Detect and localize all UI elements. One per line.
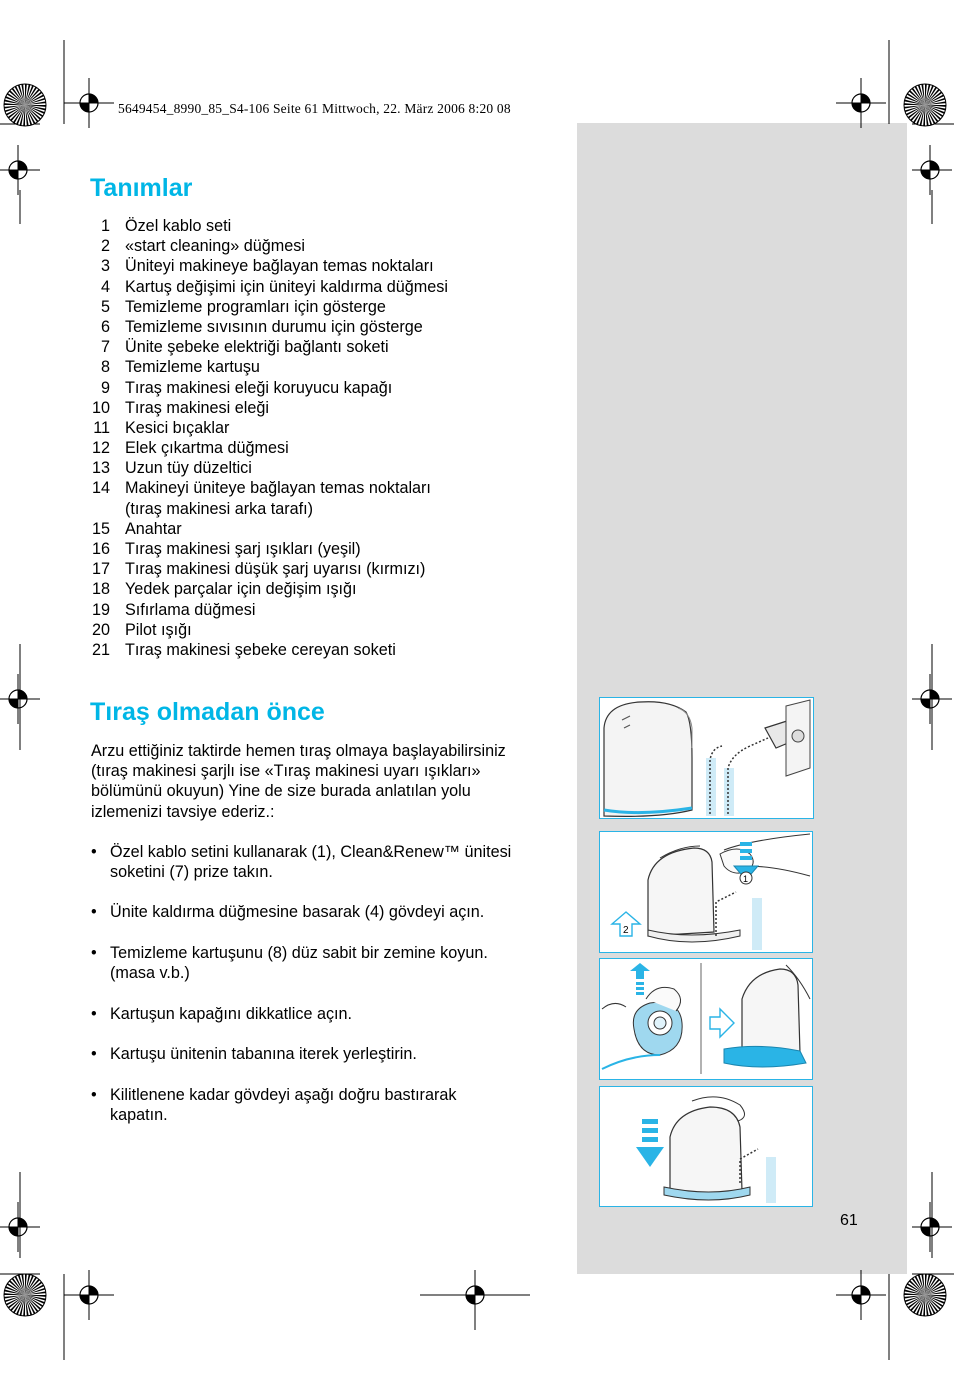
bullet-point: • — [91, 903, 97, 921]
definition-number: 5 — [100, 297, 110, 316]
definition-text: Üniteyi makineye bağlayan temas noktaları — [125, 257, 434, 276]
definition-number: 12 — [91, 439, 110, 458]
definition-number: 17 — [91, 560, 110, 579]
definition-text: Pilot ışığı — [125, 620, 192, 639]
definition-text: «start cleaning» düğmesi — [125, 237, 305, 256]
instruction-line: Kartuşun kapağını dikkatlice açın. — [110, 1005, 353, 1023]
definition-text: Makineyi üniteye bağlayan temas noktaları — [125, 479, 431, 498]
bullet-point: • — [91, 1045, 97, 1063]
definition-text: Temizleme sıvısının durumu için gösterge — [125, 317, 423, 336]
intro-line: (tıraş makinesi şarjlı ise «Tıraş makinesi uyarı ışıkları» — [91, 762, 481, 781]
instruction-line: Kartuşu ünitenin tabanına iterek yerleştirin. — [110, 1045, 417, 1063]
definition-number: 16 — [91, 540, 110, 558]
bullet-point: • — [91, 1005, 97, 1023]
definition-text: Uzun tüy düzeltici — [125, 459, 252, 478]
definition-number: 19 — [91, 600, 110, 619]
section-title-before-shaving: Tıraş olmadan önce — [90, 698, 325, 726]
definition-number: 7 — [100, 338, 110, 357]
definition-text: Elek çıkartma düğmesi — [125, 439, 289, 458]
figure-label-2: 2 — [623, 925, 629, 936]
instruction-line: soketini (7) prize takın. — [110, 863, 273, 882]
definition-text: Tıraş makinesi eleği koruyucu kapağı — [125, 378, 393, 397]
definition-text: Yedek parçalar için değişim ışığı — [125, 580, 357, 599]
definition-number: 10 — [91, 398, 110, 417]
definition-number: 1 — [100, 217, 110, 235]
intro-line: bölümünü okuyun) Yine de size burada anlatılan yolu — [91, 782, 471, 801]
instruction-line: Ünite kaldırma düğmesine basarak (4) gövdeyi açın. — [110, 903, 485, 921]
instruction-line: Özel kablo setini kullanarak (1), Clean&Renew™ ünitesi — [110, 843, 512, 861]
starburst-mark-bottom-left — [2, 1272, 48, 1318]
definition-text: Anahtar — [125, 519, 182, 538]
definition-text: Sıfırlama düğmesi — [125, 600, 256, 619]
definition-number: 2 — [100, 237, 110, 256]
instruction-line: kapatın. — [110, 1106, 168, 1125]
definition-number: 20 — [91, 620, 110, 639]
definition-number: 21 — [91, 640, 110, 659]
definition-number: 4 — [100, 277, 110, 296]
definition-number: 13 — [91, 459, 110, 478]
definition-text: Temizleme kartuşu — [125, 358, 260, 377]
bullet-point: • — [91, 1086, 97, 1104]
figure-label-1: 1 — [743, 874, 749, 884]
definition-text: Tıraş makinesi eleği — [125, 398, 269, 417]
definition-text: Kesici bıçaklar — [125, 418, 230, 437]
intro-line: Arzu ettiğiniz taktirde hemen tıraş olmaya başlayabilirsiniz — [91, 742, 506, 760]
definition-text: Kartuş değişimi için üniteyi kaldırma düğmesi — [125, 277, 448, 296]
intro-line: izlemenizi tavsiye ederiz.: — [91, 802, 275, 821]
definition-text: Tıraş makinesi şebeke cereyan soketi — [125, 640, 396, 659]
definition-text: Ünite şebeke elektriği bağlantı soketi — [125, 338, 389, 357]
instruction-line: (masa v.b.) — [110, 964, 190, 983]
definition-number: 11 — [93, 418, 110, 437]
bullet-point: • — [91, 843, 97, 861]
definition-number: 15 — [91, 519, 110, 538]
definition-text: Tıraş makinesi şarj ışıkları (yeşil) — [125, 540, 361, 558]
definition-number: 14 — [91, 479, 110, 498]
definition-number: 8 — [100, 358, 110, 377]
bullet-point: • — [91, 944, 97, 962]
instruction-line: Kilitlenene kadar gövdeyi aşağı doğru bastırarak — [110, 1086, 457, 1104]
starburst-mark-top-right — [902, 82, 948, 128]
definition-number: 3 — [100, 257, 110, 276]
page-number: 61 — [840, 1212, 858, 1229]
definition-number: 6 — [100, 317, 110, 336]
print-header: 5649454_8990_85_S4-106 Seite 61 Mittwoch, 22. März 2006 8:20 08 — [118, 101, 511, 116]
definition-text: Tıraş makinesi düşük şarj uyarısı (kırmızı) — [125, 560, 426, 579]
definition-text: Temizleme programları için gösterge — [125, 297, 386, 316]
definition-text: (tıraş makinesi arka tarafı) — [125, 499, 314, 518]
starburst-mark-bottom-right — [902, 1272, 948, 1318]
definition-number: 18 — [91, 580, 110, 599]
definition-text: Özel kablo seti — [125, 217, 232, 235]
section-title-definitions: Tanımlar — [90, 174, 193, 202]
starburst-mark-top-left — [2, 82, 48, 128]
definition-number: 9 — [100, 378, 110, 397]
instruction-line: Temizleme kartuşunu (8) düz sabit bir zemine koyun. — [110, 944, 488, 962]
